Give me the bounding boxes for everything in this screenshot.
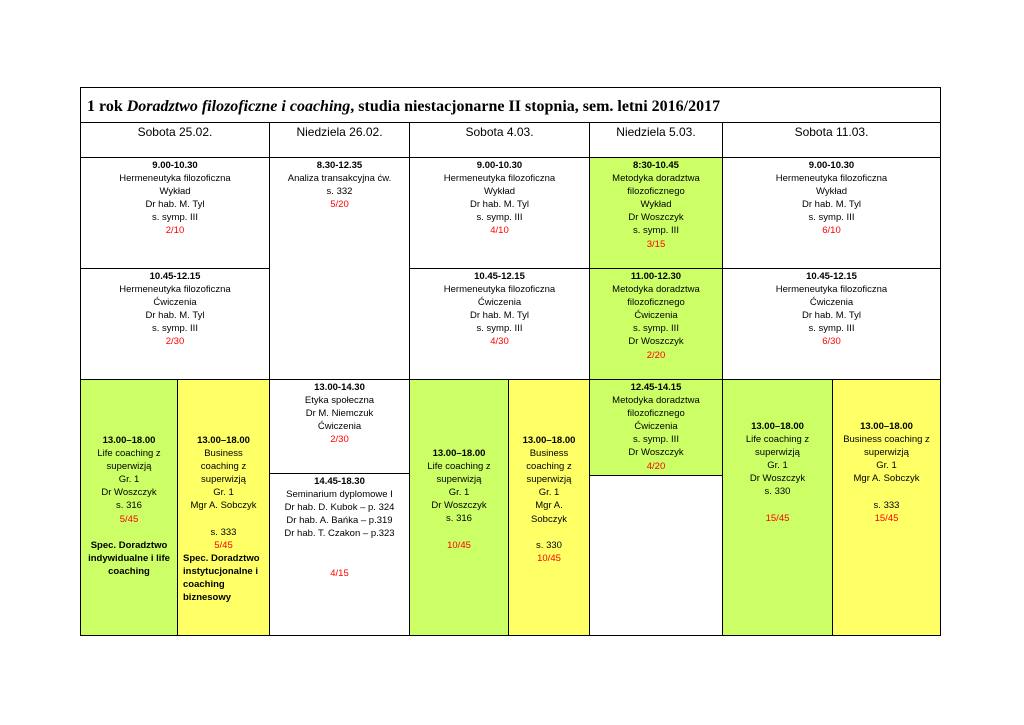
class-time: 8:30-10.45	[633, 160, 679, 171]
class-teacher: Dr Woszczyk	[628, 447, 684, 459]
class-time: 10.45-12.15	[474, 271, 525, 282]
class-subject: Life coaching z	[427, 461, 491, 473]
class-hours: 6/10	[822, 225, 841, 237]
empty-cell	[590, 476, 723, 635]
class-subject: Analiza transakcyjna ćw.	[287, 173, 392, 185]
class-subject: Hermeneutyka filozoficzna	[775, 173, 888, 185]
class-room: s. symp. III	[476, 212, 523, 224]
class-hours: 5/45	[214, 539, 233, 551]
class-room: s. 333	[210, 526, 237, 538]
class-teacher: Dr hab. M. Tyl	[470, 199, 529, 211]
page-title	[81, 88, 940, 123]
specialization-label: coaching	[108, 565, 150, 577]
class-teacher: Dr hab. M. Tyl	[802, 199, 861, 211]
class-block	[270, 158, 410, 380]
class-subject: filozoficznego	[627, 297, 685, 309]
class-hours: 6/30	[822, 336, 841, 348]
header-day-4: Niedziela 5.03.	[590, 123, 723, 158]
class-group: Gr. 1	[213, 487, 234, 499]
class-hours: 4/30	[490, 336, 509, 348]
class-block	[723, 158, 940, 269]
class-teacher: Dr Woszczyk	[749, 473, 806, 485]
class-block	[270, 380, 410, 474]
class-subject: Hermeneutyka filozoficzna	[119, 173, 231, 185]
class-teacher: Mgr A.	[535, 500, 563, 512]
title-italic: Doradztwo filozoficzne i coaching	[126, 98, 351, 115]
class-time: 8.30-12.35	[316, 160, 363, 171]
class-group: Gr. 1	[538, 487, 560, 499]
class-subject: Business	[529, 448, 569, 460]
class-room: s. symp. III	[476, 323, 523, 335]
class-block	[178, 380, 270, 635]
class-teacher: Dr hab. M. Tyl	[470, 310, 529, 322]
class-teacher: Mgr A. Sobczyk	[853, 473, 920, 485]
class-teacher: Dr hab. M. Tyl	[145, 310, 205, 322]
class-room: s. symp. III	[808, 323, 855, 335]
class-subject: Life coaching z	[745, 434, 810, 446]
class-type: Wykład	[483, 186, 516, 198]
class-time: 14.45-18.30	[314, 476, 365, 487]
class-time: 9.00-10.30	[808, 160, 855, 171]
class-subject: Hermeneutyka filozoficzna	[443, 284, 556, 296]
class-subject: Hermeneutyka filozoficzna	[775, 284, 888, 296]
class-hours: 5/20	[330, 199, 349, 211]
specialization-label: Spec. Doradztwo	[183, 552, 260, 564]
class-group: Gr. 1	[448, 487, 470, 499]
class-subject: Metodyka doradztwa	[612, 395, 700, 407]
class-hours: 2/30	[330, 434, 349, 446]
class-type: Ćwiczenia	[153, 297, 197, 309]
class-subject: superwizją	[864, 447, 909, 459]
class-room: s. symp. III	[808, 212, 855, 224]
title-prefix: 1 rok	[87, 98, 127, 115]
class-room: s. 316	[116, 500, 142, 512]
class-hours: 3/15	[646, 238, 666, 250]
class-time: 13.00-14.30	[314, 382, 365, 393]
class-room: s. symp. III	[633, 225, 679, 237]
class-time: 9.00-10.30	[152, 160, 198, 171]
class-subject: Business coaching z	[843, 434, 930, 446]
class-block	[270, 474, 410, 635]
class-type: Wykład	[815, 186, 848, 198]
class-hours: 15/45	[874, 512, 899, 524]
class-subject: filozoficznego	[627, 408, 685, 420]
class-block	[509, 380, 590, 635]
class-teacher: Sobczyk	[531, 513, 567, 525]
class-block	[723, 269, 940, 380]
class-block	[81, 158, 270, 269]
class-subject: Hermeneutyka filozoficzna	[443, 173, 556, 185]
class-group: Gr. 1	[876, 460, 897, 472]
class-room: s. 330	[536, 539, 562, 551]
class-subject: Seminarium dyplomowe I	[286, 489, 393, 501]
class-subject: filozoficznego	[627, 186, 685, 198]
class-room: s. symp. III	[152, 323, 198, 335]
class-hours: 10/45	[447, 539, 471, 551]
class-teacher: Dr Woszczyk	[628, 336, 684, 348]
class-hours: 2/20	[646, 349, 666, 361]
class-block	[590, 269, 723, 380]
class-subject: superwizją	[436, 474, 482, 486]
class-room: s. symp. III	[633, 323, 679, 335]
class-subject: Etyka społeczna	[304, 395, 375, 407]
specialization-label: indywidualne i life	[88, 552, 170, 564]
class-teacher: Dr Woszczyk	[431, 500, 487, 512]
class-subject: superwizją	[106, 461, 152, 473]
class-subject: coaching z	[526, 461, 572, 473]
title-suffix: , studia niestacjonarne II stopnia, sem. letni 2016/2017	[350, 98, 721, 115]
class-block	[833, 380, 940, 635]
specialization-label: biznesowy	[183, 592, 232, 604]
class-block	[410, 269, 590, 380]
class-subject: Metodyka doradztwa	[612, 284, 700, 296]
class-type: Wykład	[640, 199, 672, 211]
class-teacher: Mgr A. Sobczyk	[190, 500, 257, 512]
class-time: 12.45-14.15	[630, 382, 682, 393]
class-block	[410, 158, 590, 269]
header-day-5: Sobota 11.03.	[723, 123, 940, 158]
header-day-1: Sobota 25.02.	[81, 123, 270, 158]
specialization-label: instytucjonalne i	[183, 565, 258, 577]
class-teacher: Dr Woszczyk	[628, 212, 684, 224]
class-type: Ćwiczenia	[634, 421, 678, 433]
class-group: Gr. 1	[767, 460, 788, 472]
class-subject: Hermeneutyka filozoficzna	[119, 284, 231, 296]
class-type: Ćwiczenia	[809, 297, 854, 309]
class-time: 13.00–18.00	[197, 435, 250, 446]
class-hours: 10/45	[537, 552, 561, 564]
class-group: Gr. 1	[118, 474, 140, 486]
class-room: s. symp. III	[633, 434, 679, 446]
class-subject: Life coaching z	[97, 448, 161, 460]
class-room: s. symp. III	[152, 212, 198, 224]
class-hours: 2/30	[165, 336, 185, 348]
class-time: 13.00–18.00	[432, 448, 486, 459]
class-time: 9.00-10.30	[476, 160, 523, 171]
class-subject: superwizją	[755, 447, 800, 459]
specialization-label: coaching	[183, 579, 225, 591]
class-hours: 2/10	[165, 225, 185, 237]
header-day-2: Niedziela 26.02.	[270, 123, 410, 158]
class-type: Ćwiczenia	[477, 297, 522, 309]
specialization-label: Spec. Doradztwo	[90, 539, 168, 551]
class-time: 13.00–18.00	[860, 421, 913, 432]
class-teacher: Dr hab. A. Bańka – p.319	[286, 515, 393, 527]
class-time: 10.45-12.15	[806, 271, 857, 282]
class-time: 11.00-12.30	[630, 271, 682, 282]
class-teacher: Dr Woszczyk	[101, 487, 157, 499]
class-subject: coaching z	[200, 461, 247, 473]
class-type: Ćwiczenia	[634, 310, 678, 322]
class-teacher: Dr M. Niemczuk	[305, 408, 374, 420]
class-subject: Business	[204, 448, 243, 460]
class-time: 13.00–18.00	[751, 421, 804, 432]
class-teacher: Dr hab. M. Tyl	[145, 199, 205, 211]
class-teacher: Dr hab. M. Tyl	[802, 310, 861, 322]
class-room: s. 333	[873, 499, 900, 511]
class-hours: 4/15	[330, 567, 349, 579]
class-type: Wykład	[159, 186, 191, 198]
class-block	[81, 269, 270, 380]
class-time: 13.00–18.00	[522, 435, 576, 446]
class-hours: 4/20	[646, 460, 666, 472]
class-type: Ćwiczenia	[317, 421, 362, 433]
class-time: 13.00–18.00	[102, 435, 156, 446]
class-block	[81, 380, 178, 635]
class-subject: superwizją	[201, 474, 246, 486]
class-teacher: Dr hab. T. Czakon – p.323	[284, 528, 395, 540]
class-hours: 5/45	[119, 513, 139, 525]
class-teacher: Dr hab. D. Kubok – p. 324	[284, 502, 395, 514]
class-block	[590, 158, 723, 269]
class-block	[590, 380, 723, 476]
class-room: s. 330	[764, 486, 791, 498]
class-block	[723, 380, 833, 635]
class-block	[410, 380, 509, 635]
class-hours: 4/10	[490, 225, 509, 237]
class-subject: superwizją	[526, 474, 572, 486]
class-time: 10.45-12.15	[149, 271, 201, 282]
class-room: s. 316	[446, 513, 472, 525]
class-subject: Metodyka doradztwa	[612, 173, 700, 185]
header-day-3: Sobota 4.03.	[410, 123, 590, 158]
class-hours: 15/45	[765, 512, 790, 524]
class-room: s. 332	[326, 186, 353, 198]
